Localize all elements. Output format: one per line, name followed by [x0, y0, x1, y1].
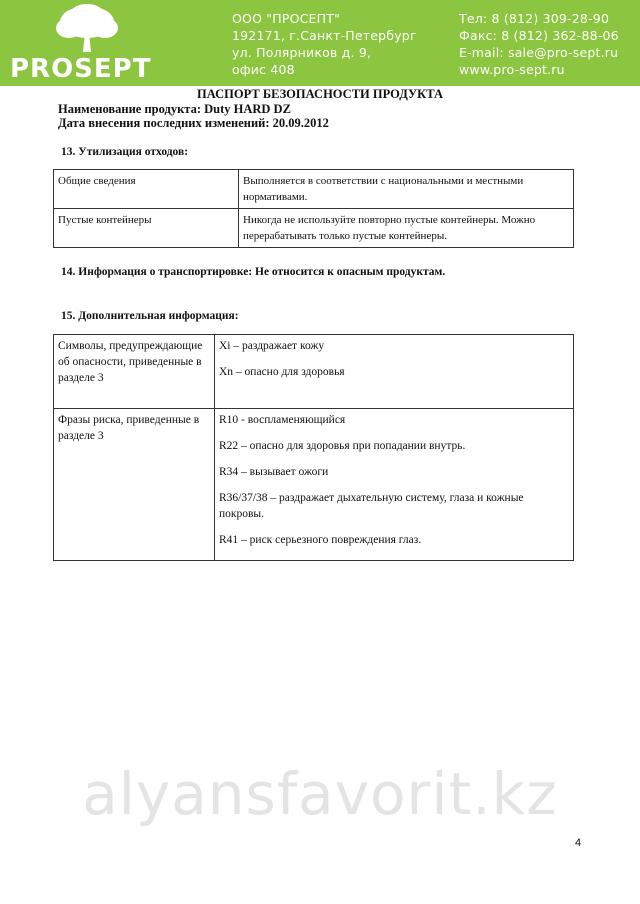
risk-phrase-item: R22 – опасно для здоровья при попадании внутрь.	[219, 440, 466, 452]
row-content	[215, 409, 574, 561]
company-contacts	[459, 10, 619, 78]
logo-text: PROSEPT	[10, 54, 152, 84]
row-label: Общие сведения	[54, 170, 239, 209]
row-content	[215, 335, 574, 409]
table-row	[54, 409, 574, 561]
waste-disposal-table	[53, 169, 574, 248]
row-label: Пустые контейнеры	[54, 209, 239, 248]
page-number: 4	[575, 837, 582, 849]
risk-phrase-item: R34 – вызывает ожоги	[219, 466, 329, 478]
risk-phrase-item: R41 – риск серьезного повреждения глаз.	[219, 534, 422, 546]
row-text: Никогда не используйте повторно пустые контейнеры. Можно перерабатывать только пустые контейнеры.	[239, 209, 574, 248]
prosept-logo	[8, 4, 168, 84]
hazard-symbol-item: Xn – опасно для здоровья	[219, 366, 345, 378]
phone-line: Тел: 8 (812) 309-28-90	[459, 11, 610, 26]
document-title: ПАСПОРТ БЕЗОПАСНОСТИ ПРОДУКТА	[196, 87, 443, 101]
section-13-heading: 13. Утилизация отходов:	[61, 146, 189, 158]
revision-date-line: Дата внесения последних изменений: 20.09.2012	[58, 115, 329, 130]
row-label: Фразы риска, приведенные в разделе 3	[54, 409, 215, 561]
watermark: alyansfavorit.kz	[82, 760, 558, 828]
website-line: www.pro-sept.ru	[459, 62, 565, 77]
risk-phrase-item: R10 - воспламеняющийся	[219, 414, 346, 426]
address-line: ООО "ПРОСЕПТ"	[232, 11, 341, 26]
address-line: ул. Полярников д. 9,	[232, 45, 372, 60]
additional-info-table	[53, 334, 574, 561]
row-text: Выполняется в соответствии с национальными и местными нормативами.	[239, 170, 574, 209]
row-label: Символы, предупреждающие об опасности, приведенные в разделе 3	[54, 335, 215, 409]
product-name-line: Наименование продукта: Duty HARD DZ	[58, 102, 291, 116]
table-row	[54, 209, 574, 248]
section-14-heading: 14. Информация о транспортировке: Не относится к опасным продуктам.	[61, 266, 446, 278]
company-address	[232, 10, 417, 78]
hazard-symbol-item: Xi – раздражает кожу	[219, 340, 325, 352]
document-meta	[58, 103, 329, 130]
risk-phrase-item: R36/37/38 – раздражает дыхательную систему, глаза и кожные покровы.	[219, 492, 524, 520]
table-row	[54, 335, 574, 409]
header-banner	[0, 0, 640, 86]
fax-line: Факс: 8 (812) 362-88-06	[459, 28, 619, 43]
email-line: E-mail: sale@pro-sept.ru	[459, 45, 619, 60]
section-15-heading: 15. Дополнительная информация:	[61, 310, 239, 322]
table-row	[54, 170, 574, 209]
address-line: офис 408	[232, 62, 295, 77]
tree-icon	[52, 4, 122, 56]
address-line: 192171, г.Санкт-Петербург	[232, 28, 417, 43]
